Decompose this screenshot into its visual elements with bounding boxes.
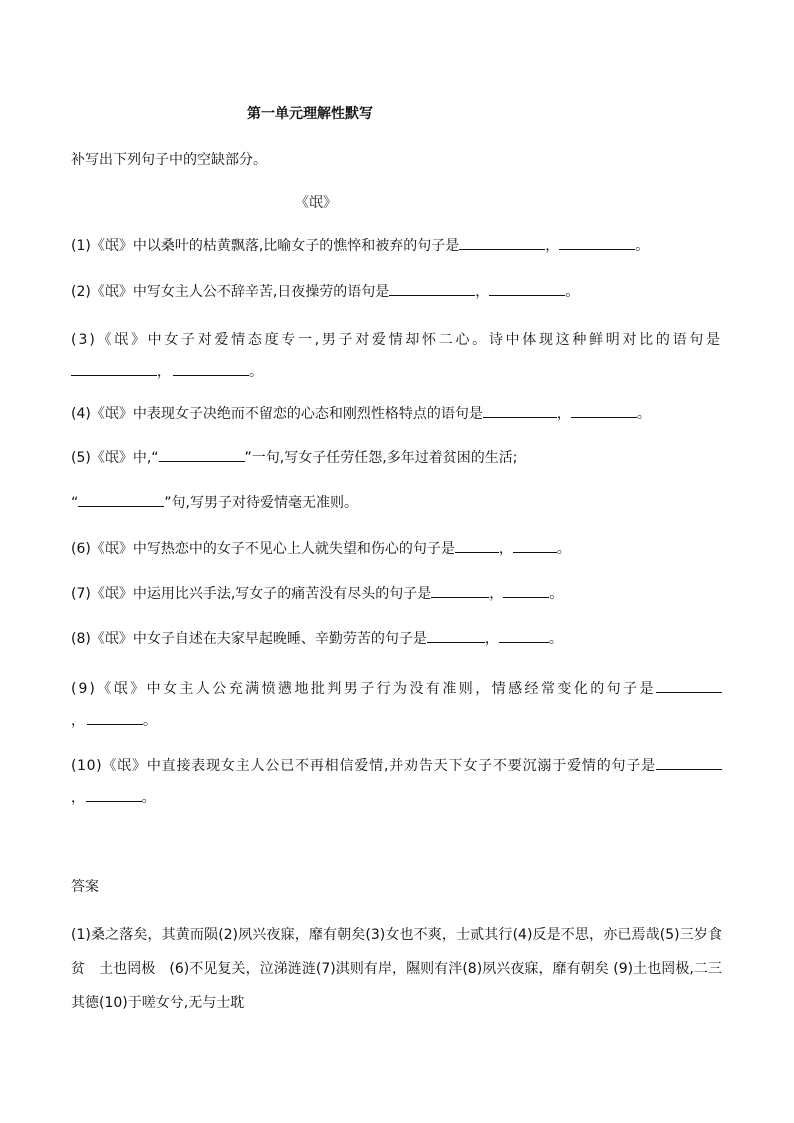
answer-blank[interactable]: [86, 787, 142, 802]
instruction-text: 补写出下列句子中的空缺部分。: [71, 152, 267, 168]
answer-blank[interactable]: [571, 403, 637, 418]
question-text: (10)《氓》中直接表现女主人公已不再相信爱情,并劝告天下女子不要沉溺于爱情的句子是: [71, 758, 656, 774]
question-5: (5)《氓》中,“ ”一句,写女子任劳任怨,多年过着贫困的生活;: [71, 447, 722, 469]
question-text: (6)《氓》中写热恋中的女子不见心上人就失望和伤心的句子是: [71, 541, 455, 557]
question-5-continued: “ ”句,写男子对待爱情毫无准则。: [71, 492, 722, 514]
answers-heading: 答案: [71, 879, 99, 895]
answer-blank[interactable]: [656, 678, 722, 693]
answer-blank[interactable]: [87, 710, 143, 725]
answer-blank[interactable]: [459, 235, 545, 250]
poem-title: 《氓》: [295, 195, 337, 211]
question-text: (7)《氓》中运用比兴手法,写女子的痛苦没有尽头的句子是: [71, 586, 432, 602]
question-text: “: [71, 495, 79, 511]
answer-blank[interactable]: [513, 538, 557, 553]
question-7: (7)《氓》中运用比兴手法,写女子的痛苦没有尽头的句子是 ， 。: [71, 583, 722, 605]
question-text: (3)《氓》中女子对爱情态度专一,男子对爱情却怀二心。诗中体现这种鲜明对比的语句是: [71, 332, 722, 348]
answer-blank[interactable]: [431, 583, 489, 598]
question-text: (8)《氓》中女子自述在夫家早起晚睡、辛勤劳苦的句子是: [71, 631, 427, 647]
answer-blank[interactable]: [78, 492, 164, 507]
question-10: (10)《氓》中直接表现女主人公已不再相信爱情,并劝告天下女子不要沉溺于爱情的句子是， 。: [71, 750, 722, 814]
question-3: (3)《氓》中女子对爱情态度专一,男子对爱情却怀二心。诗中体现这种鲜明对比的语句是， 。: [71, 332, 722, 380]
question-text: (1)《氓》中以桑叶的枯黄飘落,比喻女子的憔悴和被弃的句子是: [71, 238, 460, 254]
question-9: (9)《氓》中女主人公充满愤懑地批判男子行为没有准则，情感经常变化的句子是， 。: [71, 673, 722, 737]
answer-blank[interactable]: [489, 281, 565, 296]
page-title: 第一单元理解性默写: [247, 106, 373, 122]
question-text: (2)《氓》中写女主人公不辞辛苦,日夜操劳的语句是: [71, 284, 390, 300]
question-2: (2)《氓》中写女主人公不辞辛苦,日夜操劳的语句是 ， 。: [71, 281, 722, 303]
question-text: (5)《氓》中,“: [71, 450, 159, 466]
answers-text: (1)桑之落矣，其黄而陨(2)夙兴夜寐，靡有朝矣(3)女也不爽，士贰其行(4)反是不思，亦已焉哉(5)三岁食贫 土也罔极 (6)不见复关，泣涕涟涟(7)淇则有岸，隰则有泮(8)夙兴夜寐，靡有朝矣 (9)土也罔极,二三其德(10)于嗟女兮,无与士耽: [71, 927, 722, 1011]
question-8: (8)《氓》中女子自述在夫家早起晚睡、辛勤劳苦的句子是 ， 。: [71, 628, 722, 650]
question-4: (4)《氓》中表现女子决绝而不留恋的心态和刚烈性格特点的语句是 ， 。: [71, 403, 722, 425]
answer-blank[interactable]: [159, 447, 245, 462]
answer-blank[interactable]: [389, 281, 475, 296]
answer-blank[interactable]: [483, 403, 557, 418]
question-6: (6)《氓》中写热恋中的女子不见心上人就失望和伤心的句子是 ， 。: [71, 538, 722, 560]
question-text: (9)《氓》中女主人公充满愤懑地批判男子行为没有准则，情感经常变化的句子是: [71, 681, 656, 697]
answer-blank[interactable]: [427, 628, 485, 643]
answer-blank[interactable]: [656, 755, 722, 770]
answer-blank[interactable]: [455, 538, 499, 553]
answer-blank[interactable]: [173, 361, 249, 376]
question-1: (1)《氓》中以桑叶的枯黄飘落,比喻女子的憔悴和被弃的句子是 ， 。: [71, 235, 722, 257]
answer-blank[interactable]: [559, 235, 635, 250]
answer-blank[interactable]: [71, 361, 157, 376]
question-text: (4)《氓》中表现女子决绝而不留恋的心态和刚烈性格特点的语句是: [71, 406, 483, 422]
answer-blank[interactable]: [499, 628, 549, 643]
answer-blank[interactable]: [503, 583, 549, 598]
